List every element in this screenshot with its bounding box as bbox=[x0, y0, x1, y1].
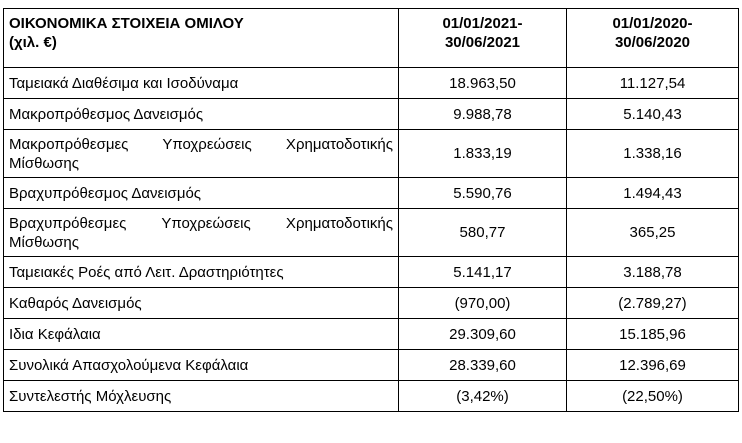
period-2021-end: 30/06/2021 bbox=[444, 34, 521, 51]
header-period-2020 bbox=[567, 9, 739, 68]
row-label: Συνολικά Απασχολούμενα Κεφάλαια bbox=[4, 350, 399, 381]
value-2021: 9.988,78 bbox=[399, 99, 567, 130]
row-label: Καθαρός Δανεισμός bbox=[4, 288, 399, 319]
header-period-2021 bbox=[399, 9, 567, 68]
table-header-row bbox=[4, 9, 739, 68]
row-label: Μακροπρόθεσμες Υποχρεώσεις Χρηματοδοτικής Μίσθωσης bbox=[4, 130, 399, 178]
value-2021: 28.339,60 bbox=[399, 350, 567, 381]
value-2020: 1.494,43 bbox=[567, 178, 739, 209]
value-2021: 18.963,50 bbox=[399, 68, 567, 99]
value-2020: 15.185,96 bbox=[567, 319, 739, 350]
value-2021: 580,77 bbox=[399, 209, 567, 257]
row-label: Βραχυπρόθεσμος Δανεισμός bbox=[4, 178, 399, 209]
value-2020: (22,50%) bbox=[567, 381, 739, 412]
value-2020: (2.789,27) bbox=[567, 288, 739, 319]
row-label: Βραχυπρόθεσμες Υποχρεώσεις Χρηματοδοτικής Μίσθωσης bbox=[4, 209, 399, 257]
table-row bbox=[4, 99, 739, 130]
financial-data-table bbox=[3, 8, 739, 412]
row-label: Ταμειακά Διαθέσιμα και Ισοδύναμα bbox=[4, 68, 399, 99]
period-2020-end: 30/06/2020 bbox=[614, 34, 691, 51]
value-2021: 5.141,17 bbox=[399, 257, 567, 288]
period-2021-start: 01/01/2021- bbox=[442, 15, 523, 32]
table-row bbox=[4, 178, 739, 209]
table-row bbox=[4, 288, 739, 319]
value-2020: 5.140,43 bbox=[567, 99, 739, 130]
value-2021: 29.309,60 bbox=[399, 319, 567, 350]
value-2020: 12.396,69 bbox=[567, 350, 739, 381]
table-row bbox=[4, 350, 739, 381]
table-row bbox=[4, 209, 739, 257]
table-unit: (χιλ. €) bbox=[9, 34, 57, 51]
table-row bbox=[4, 257, 739, 288]
table-row bbox=[4, 68, 739, 99]
table-title: ΟΙΚΟΝΟΜΙΚΑ ΣΤΟΙΧΕΙΑ ΟΜΙΛΟΥ bbox=[9, 15, 244, 32]
value-2021: (3,42%) bbox=[399, 381, 567, 412]
row-label: Συντελεστής Μόχλευσης bbox=[4, 381, 399, 412]
value-2020: 365,25 bbox=[567, 209, 739, 257]
table-row bbox=[4, 130, 739, 178]
row-label: Μακροπρόθεσμος Δανεισμός bbox=[4, 99, 399, 130]
value-2020: 1.338,16 bbox=[567, 130, 739, 178]
period-2020-start: 01/01/2020- bbox=[612, 15, 693, 32]
value-2021: 5.590,76 bbox=[399, 178, 567, 209]
value-2021: 1.833,19 bbox=[399, 130, 567, 178]
value-2020: 3.188,78 bbox=[567, 257, 739, 288]
table-row bbox=[4, 319, 739, 350]
header-title-cell bbox=[4, 9, 399, 68]
value-2021: (970,00) bbox=[399, 288, 567, 319]
row-label: Ιδια Κεφάλαια bbox=[4, 319, 399, 350]
row-label: Ταμειακές Ροές από Λειτ. Δραστηριότητες bbox=[4, 257, 399, 288]
value-2020: 11.127,54 bbox=[567, 68, 739, 99]
table-row bbox=[4, 381, 739, 412]
